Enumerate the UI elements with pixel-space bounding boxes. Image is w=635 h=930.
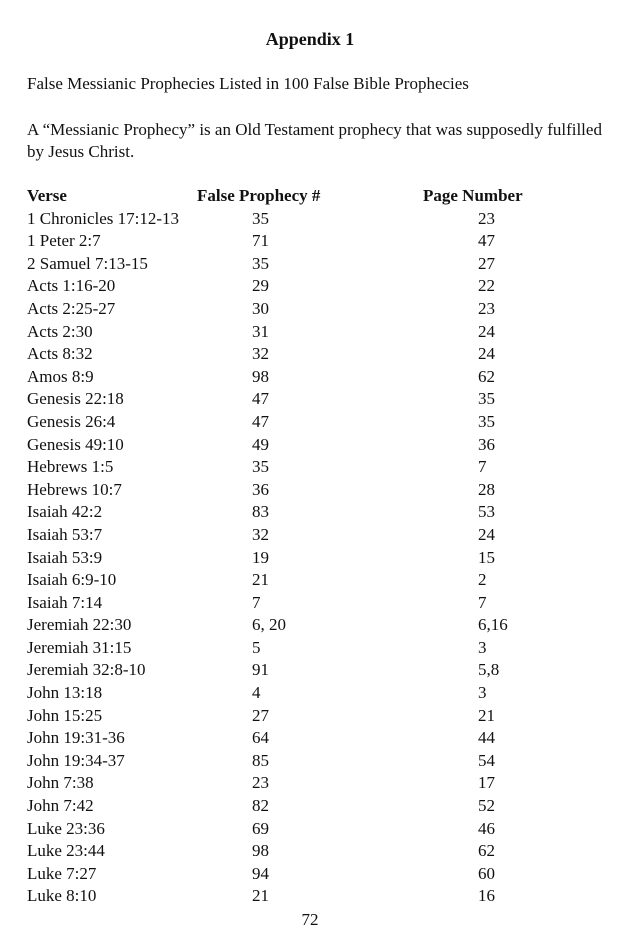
page-number-cell: 36: [478, 434, 495, 454]
table-row: [27, 750, 617, 773]
table-row: [27, 592, 617, 615]
table-row: [27, 208, 617, 231]
page-number-cell: 15: [478, 547, 495, 567]
page-number-cell: 7: [478, 457, 487, 477]
prophecy-number-cell: 35: [252, 208, 269, 228]
page-number-cell: 53: [478, 502, 495, 522]
verse-cell: Hebrews 1:5: [27, 457, 114, 477]
verse-cell: 2 Samuel 7:13-15: [27, 253, 148, 273]
verse-cell: Jeremiah 31:15: [27, 637, 132, 657]
verse-cell: Amos 8:9: [27, 366, 94, 386]
table-row: [27, 275, 617, 298]
page-number-cell: 24: [478, 524, 495, 544]
header-page-number: Page Number: [423, 186, 523, 205]
table-row: [27, 253, 617, 276]
table-row: [27, 727, 617, 750]
table-row: [27, 524, 617, 547]
prophecy-number-cell: 29: [252, 276, 269, 296]
subtitle: False Messianic Prophecies Listed in 100 False Bible Prophecies: [27, 74, 469, 93]
prophecy-number-cell: 32: [252, 344, 269, 364]
table-row: [27, 479, 617, 502]
verse-cell: John 19:34-37: [27, 750, 125, 770]
prophecy-number-cell: 7: [252, 592, 261, 612]
page-number-cell: 62: [478, 841, 495, 861]
prophecy-number-cell: 71: [252, 231, 269, 251]
table-row: [27, 501, 617, 524]
prophecy-number-cell: 5: [252, 637, 261, 657]
header-false-prophecy: False Prophecy #: [197, 186, 321, 205]
page-number-cell: 24: [478, 344, 495, 364]
page-number-cell: 23: [478, 298, 495, 318]
prophecy-number-cell: 4: [252, 683, 261, 703]
page-number-cell: 6,16: [478, 615, 508, 635]
page-number-cell: 27: [478, 253, 495, 273]
verse-cell: 1 Chronicles 17:12-13: [27, 208, 180, 228]
verse-cell: Isaiah 53:9: [27, 547, 103, 567]
page-number-cell: 21: [478, 705, 495, 725]
table-row: [27, 298, 617, 321]
page-number-cell: 60: [478, 863, 495, 883]
page-number-cell: 28: [478, 479, 495, 499]
verse-cell: John 13:18: [27, 683, 103, 703]
intro-paragraph: A “Messianic Prophecy” is an Old Testament prophecy that was supposedly fulfilled by Jesus Christ.: [27, 120, 602, 161]
page-number-cell: 3: [478, 683, 487, 703]
page-number-cell: 16: [478, 886, 495, 906]
table-row: [27, 682, 617, 705]
page-number-cell: 7: [478, 592, 487, 612]
verse-cell: Acts 2:25-27: [27, 298, 116, 318]
prophecy-number-cell: 47: [252, 389, 269, 409]
verse-cell: Isaiah 53:7: [27, 524, 103, 544]
prophecy-number-cell: 49: [252, 434, 269, 454]
prophecy-table: [27, 185, 617, 908]
verse-cell: Acts 1:16-20: [27, 276, 116, 296]
prophecy-number-cell: 85: [252, 750, 269, 770]
prophecy-number-cell: 69: [252, 818, 269, 838]
table-header-row: [27, 185, 617, 208]
table-row: [27, 411, 617, 434]
prophecy-number-cell: 21: [252, 886, 269, 906]
table-row: [27, 230, 617, 253]
table-row: [27, 366, 617, 389]
table-row: [27, 885, 617, 908]
prophecy-number-cell: 27: [252, 705, 269, 725]
verse-cell: John 7:38: [27, 773, 94, 793]
prophecy-number-cell: 30: [252, 298, 269, 318]
table-row: [27, 321, 617, 344]
prophecy-number-cell: 23: [252, 773, 269, 793]
page-number-cell: 54: [478, 750, 495, 770]
verse-cell: Isaiah 6:9-10: [27, 570, 117, 590]
prophecy-number-cell: 35: [252, 457, 269, 477]
prophecy-number-cell: 19: [252, 547, 269, 567]
appendix-title: Appendix 1: [265, 29, 355, 49]
table-row: [27, 434, 617, 457]
table-row: [27, 659, 617, 682]
table-row: [27, 772, 617, 795]
page-number-cell: 24: [478, 321, 495, 341]
table-row: [27, 569, 617, 592]
prophecy-number-cell: 35: [252, 253, 269, 273]
table-row: [27, 388, 617, 411]
page-number-cell: 47: [478, 231, 495, 251]
table-row: [27, 818, 617, 841]
prophecy-number-cell: 98: [252, 366, 269, 386]
page-number-cell: 3: [478, 637, 487, 657]
verse-cell: Acts 8:32: [27, 344, 93, 364]
page-number-cell: 5,8: [478, 660, 500, 680]
table-row: [27, 614, 617, 637]
table-row: [27, 456, 617, 479]
header-verse: Verse: [27, 186, 67, 205]
page-number-cell: 52: [478, 796, 495, 816]
page-number-cell: 35: [478, 389, 495, 409]
page-number-cell: 44: [478, 728, 495, 748]
verse-cell: John 7:42: [27, 796, 94, 816]
page-number-cell: 35: [478, 411, 495, 431]
prophecy-number-cell: 83: [252, 502, 269, 522]
verse-cell: John 15:25: [27, 705, 103, 725]
page-number-cell: 46: [478, 818, 495, 838]
verse-cell: Luke 23:44: [27, 841, 105, 861]
verse-cell: Jeremiah 22:30: [27, 615, 132, 635]
prophecy-number-cell: 6, 20: [252, 615, 286, 635]
prophecy-number-cell: 91: [252, 660, 269, 680]
table-row: [27, 863, 617, 886]
verse-cell: Genesis 26:4: [27, 411, 116, 431]
verse-cell: Isaiah 7:14: [27, 592, 103, 612]
verse-cell: Jeremiah 32:8-10: [27, 660, 146, 680]
verse-cell: Luke 8:10: [27, 886, 97, 906]
prophecy-number-cell: 47: [252, 411, 269, 431]
table-row: [27, 547, 617, 570]
verse-cell: 1 Peter 2:7: [27, 231, 101, 251]
page-number-cell: 23: [478, 208, 495, 228]
verse-cell: Hebrews 10:7: [27, 479, 122, 499]
table-row: [27, 637, 617, 660]
table-row: [27, 795, 617, 818]
verse-cell: Genesis 22:18: [27, 389, 124, 409]
table-row: [27, 343, 617, 366]
verse-cell: Genesis 49:10: [27, 434, 124, 454]
prophecy-number-cell: 94: [252, 863, 269, 883]
verse-cell: Acts 2:30: [27, 321, 93, 341]
prophecy-number-cell: 98: [252, 841, 269, 861]
page-number: 72: [301, 910, 319, 929]
prophecy-number-cell: 31: [252, 321, 269, 341]
verse-cell: Luke 23:36: [27, 818, 105, 838]
page-number-cell: 2: [478, 570, 487, 590]
page-number-cell: 22: [478, 276, 495, 296]
prophecy-number-cell: 32: [252, 524, 269, 544]
prophecy-number-cell: 82: [252, 796, 269, 816]
table-row: [27, 705, 617, 728]
page-number-cell: 17: [478, 773, 495, 793]
prophecy-number-cell: 21: [252, 570, 269, 590]
prophecy-number-cell: 64: [252, 728, 269, 748]
table-row: [27, 840, 617, 863]
prophecy-number-cell: 36: [252, 479, 269, 499]
page-number-cell: 62: [478, 366, 495, 386]
verse-cell: Luke 7:27: [27, 863, 97, 883]
verse-cell: Isaiah 42:2: [27, 502, 103, 522]
verse-cell: John 19:31-36: [27, 728, 125, 748]
